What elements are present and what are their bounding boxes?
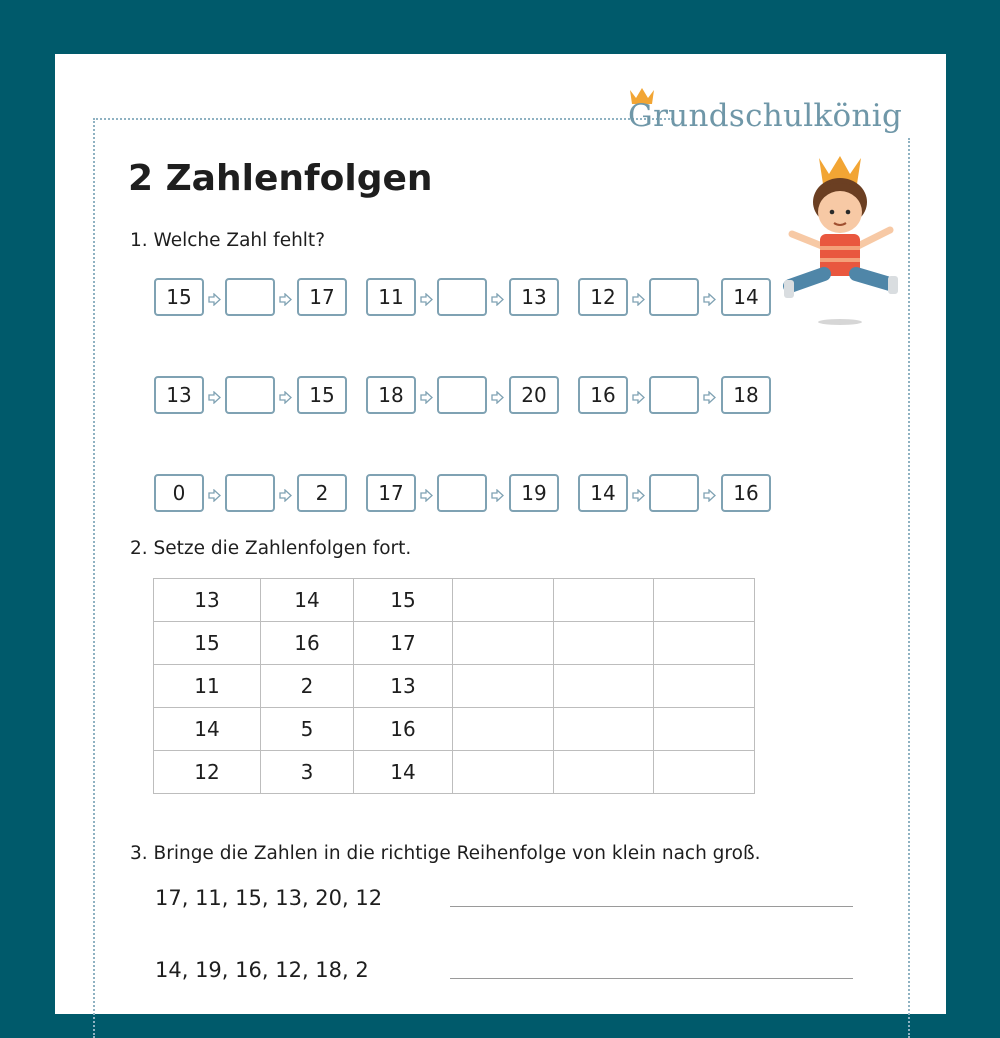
chain-end-box: 20 bbox=[509, 376, 559, 414]
table-cell-blank[interactable] bbox=[453, 665, 554, 708]
chain-start-box: 14 bbox=[578, 474, 628, 512]
table-cell-given: 14 bbox=[261, 579, 354, 622]
chain-start-box: 0 bbox=[154, 474, 204, 512]
table-cell-given: 16 bbox=[261, 622, 354, 665]
arrow-right-icon bbox=[703, 389, 716, 402]
table-row bbox=[154, 751, 755, 794]
arrow-right-icon bbox=[420, 389, 433, 402]
missing-number-box[interactable] bbox=[649, 474, 699, 512]
arrow-right-icon bbox=[208, 389, 221, 402]
chain-end-box: 14 bbox=[721, 278, 771, 316]
table-cell-given: 14 bbox=[354, 751, 453, 794]
arrow-right-icon bbox=[632, 389, 645, 402]
arrow-right-icon bbox=[208, 487, 221, 500]
task3-label: 3. Bringe die Zahlen in die richtige Reihenfolge von klein nach groß. bbox=[130, 843, 761, 864]
arrow-right-icon bbox=[491, 291, 504, 304]
chain-end-box: 19 bbox=[509, 474, 559, 512]
table-cell-given: 14 bbox=[154, 708, 261, 751]
table-row bbox=[154, 622, 755, 665]
table-cell-given: 13 bbox=[154, 579, 261, 622]
arrow-right-icon bbox=[632, 487, 645, 500]
table-cell-given: 5 bbox=[261, 708, 354, 751]
table-cell-blank[interactable] bbox=[554, 579, 654, 622]
table-cell-blank[interactable] bbox=[654, 751, 755, 794]
dotted-frame-top bbox=[93, 118, 673, 120]
arrow-right-icon bbox=[208, 291, 221, 304]
chain-start-box: 15 bbox=[154, 278, 204, 316]
missing-number-box[interactable] bbox=[437, 376, 487, 414]
sort-item-1: 17, 11, 15, 13, 20, 12 bbox=[155, 886, 383, 910]
table-cell-given: 16 bbox=[354, 708, 453, 751]
table-row bbox=[154, 708, 755, 751]
arrow-right-icon bbox=[279, 389, 292, 402]
answer-line-2[interactable] bbox=[450, 978, 853, 979]
sort-item-2: 14, 19, 16, 12, 18, 2 bbox=[155, 958, 369, 982]
task1-label: 1. Welche Zahl fehlt? bbox=[130, 230, 326, 251]
answer-line-1[interactable] bbox=[450, 906, 853, 907]
table-cell-given: 11 bbox=[154, 665, 261, 708]
table-cell-blank[interactable] bbox=[453, 751, 554, 794]
table-cell-given: 12 bbox=[154, 751, 261, 794]
chain-end-box: 17 bbox=[297, 278, 347, 316]
missing-number-box[interactable] bbox=[437, 474, 487, 512]
arrow-right-icon bbox=[491, 487, 504, 500]
table-cell-blank[interactable] bbox=[453, 579, 554, 622]
chain-start-box: 12 bbox=[578, 278, 628, 316]
chain-start-box: 18 bbox=[366, 376, 416, 414]
boy-with-crown-illustration bbox=[782, 154, 902, 334]
table-cell-given: 17 bbox=[354, 622, 453, 665]
table-cell-blank[interactable] bbox=[654, 622, 755, 665]
table-cell-given: 13 bbox=[354, 665, 453, 708]
table-cell-blank[interactable] bbox=[453, 622, 554, 665]
chain-end-box: 16 bbox=[721, 474, 771, 512]
table-cell-blank[interactable] bbox=[554, 622, 654, 665]
missing-number-box[interactable] bbox=[225, 474, 275, 512]
table-cell-blank[interactable] bbox=[554, 708, 654, 751]
table-row bbox=[154, 665, 755, 708]
dotted-frame-right bbox=[908, 138, 910, 1038]
table-cell-blank[interactable] bbox=[654, 708, 755, 751]
arrow-right-icon bbox=[632, 291, 645, 304]
missing-number-box[interactable] bbox=[437, 278, 487, 316]
table-cell-given: 15 bbox=[154, 622, 261, 665]
chain-end-box: 2 bbox=[297, 474, 347, 512]
missing-number-box[interactable] bbox=[649, 376, 699, 414]
chain-end-box: 18 bbox=[721, 376, 771, 414]
arrow-right-icon bbox=[420, 291, 433, 304]
table-cell-blank[interactable] bbox=[654, 579, 755, 622]
missing-number-box[interactable] bbox=[225, 376, 275, 414]
table-cell-given: 2 bbox=[261, 665, 354, 708]
missing-number-box[interactable] bbox=[649, 278, 699, 316]
chain-start-box: 17 bbox=[366, 474, 416, 512]
table-row bbox=[154, 579, 755, 622]
table-cell-given: 15 bbox=[354, 579, 453, 622]
brand-logo-text: Grundschulkönig bbox=[628, 98, 903, 134]
sequence-table bbox=[153, 578, 755, 794]
arrow-right-icon bbox=[703, 291, 716, 304]
worksheet-page bbox=[55, 54, 946, 1014]
chain-start-box: 11 bbox=[366, 278, 416, 316]
table-cell-blank[interactable] bbox=[554, 751, 654, 794]
page-title: 2 Zahlenfolgen bbox=[128, 158, 433, 199]
chain-start-box: 13 bbox=[154, 376, 204, 414]
arrow-right-icon bbox=[703, 487, 716, 500]
table-cell-blank[interactable] bbox=[654, 665, 755, 708]
chain-start-box: 16 bbox=[578, 376, 628, 414]
arrow-right-icon bbox=[279, 291, 292, 304]
dotted-frame-left bbox=[93, 118, 95, 1038]
chain-end-box: 13 bbox=[509, 278, 559, 316]
table-cell-given: 3 bbox=[261, 751, 354, 794]
chain-end-box: 15 bbox=[297, 376, 347, 414]
table-cell-blank[interactable] bbox=[453, 708, 554, 751]
table-cell-blank[interactable] bbox=[554, 665, 654, 708]
arrow-right-icon bbox=[420, 487, 433, 500]
task2-label: 2. Setze die Zahlenfolgen fort. bbox=[130, 538, 412, 559]
missing-number-box[interactable] bbox=[225, 278, 275, 316]
arrow-right-icon bbox=[279, 487, 292, 500]
arrow-right-icon bbox=[491, 389, 504, 402]
